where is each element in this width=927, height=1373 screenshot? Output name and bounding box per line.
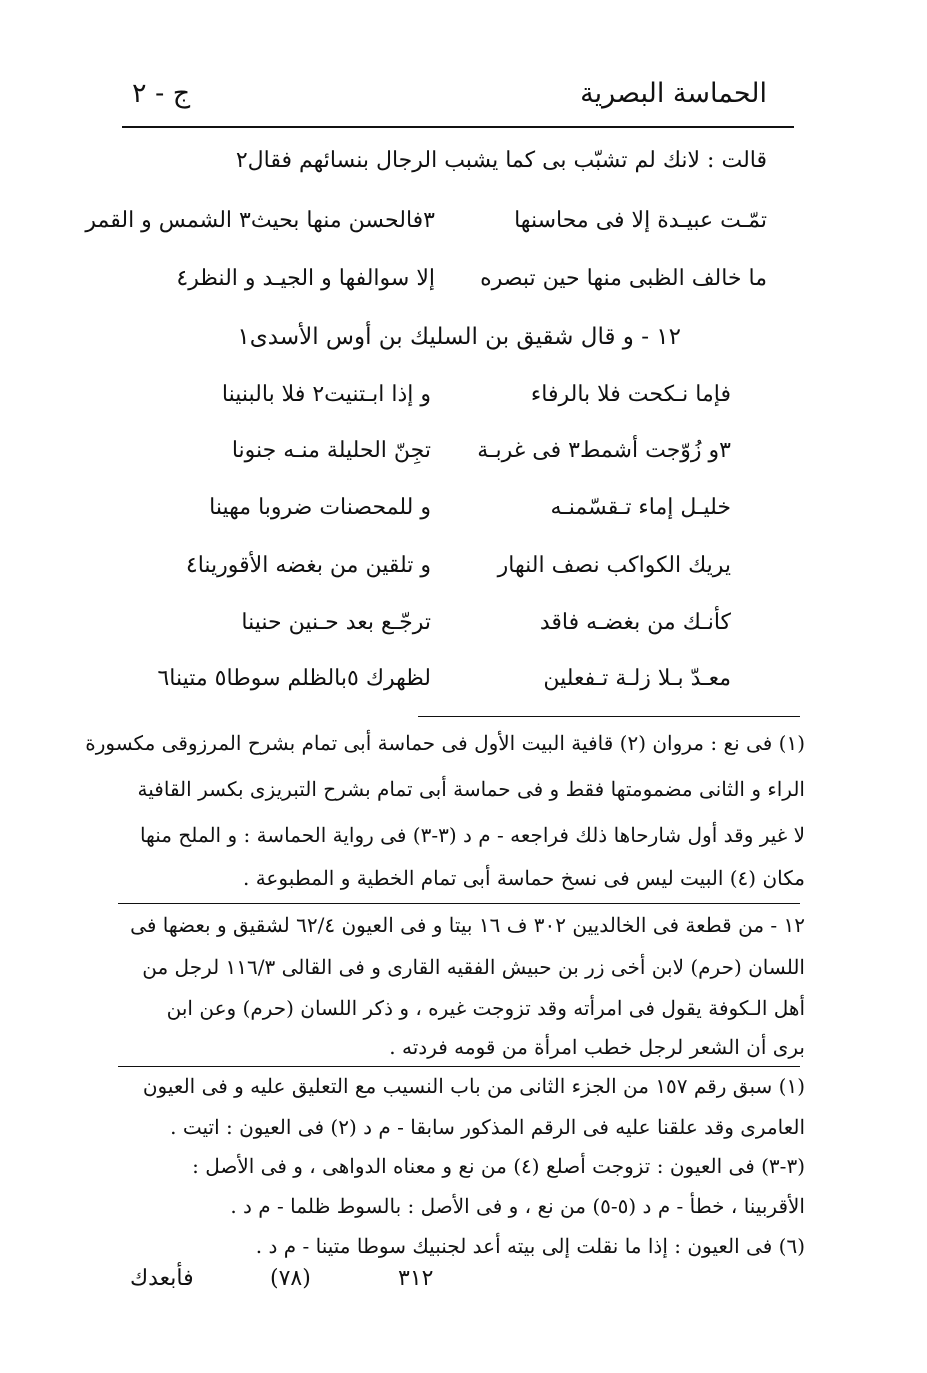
verse-hemistich-right: معـدّ بـلا زلـة تـفعلين: [543, 666, 731, 691]
footnote-line: أهل الـكوفة يقول فى امرأته وقد تزوجت غيره ، و ذكر اللسان (حرم) وعن ابن: [166, 996, 805, 1020]
sheet-number: (٧٨): [270, 1266, 311, 1291]
footnote-line: لا غير وقد أول شارحاها ذلك فراجعه - م د (٣-٣) فى رواية الحماسة : و الملح منها: [139, 823, 805, 847]
verse-hemistich-right: كأنـك من بغضـه فاقد: [539, 610, 731, 635]
verse-hemistich-right: يريك الكواكب نصف النهار: [497, 553, 731, 578]
intro-line: قالت : لانك لم تشبّب بى كما يشبب الرجال بنسائهم فقال٢: [235, 148, 767, 173]
footnote-line: ١٢ - من قطعة فى الخالديين ٣٠٢ ف ١٦ بيتا و فى العيون ٦٢/٤ لشقيق و بعضها فى: [130, 913, 805, 937]
running-title: الحماسة البصرية: [580, 78, 767, 109]
footnote-separator: [118, 1066, 800, 1067]
catchword: فأبعدك: [130, 1266, 194, 1291]
footnote-line: برى أن الشعر لرجل خطب امرأة من قومه فردته .: [389, 1035, 805, 1059]
footnote-line: (٦) فى العيون : إذا ما نقلت إلى بيته أعد لجنبيك سوطا متينا - م د .: [255, 1234, 805, 1258]
footnote-rule: [418, 716, 800, 717]
footnote-line: اللسان (حرم) لابن أخى زر بن حبيش الفقيه القارى و فى القالى ١١٦/٣ لرجل من: [142, 955, 805, 979]
page-number: ٣١٢: [398, 1266, 434, 1291]
footnote-line: (١) سبق رقم ١٥٧ من الجزء الثانى من باب النسيب مع التعليق عليه و فى العيون: [142, 1074, 805, 1098]
footnote-line: الأقربينا ، خطأ - م د (٥-٥) من نع ، و فى الأصل : بالسوط ظلما - م د .: [230, 1194, 805, 1218]
verse-hemistich-left: و إذا ابـتنيت٢ فلا بالبنينا: [221, 382, 431, 407]
verse-hemistich-left: إلا سوالفها و الجيـد و النظر٤: [176, 266, 435, 291]
verse-hemistich-left: لظهرك ٥بالظلم سوطا٥ متينا٦: [157, 666, 431, 691]
footnote-line: (١) فى نع : مروان (٢) قافية البيت الأول فى حماسة أبى تمام بشرح المرزوقى مكسورة: [85, 731, 805, 755]
poem-heading: ١٢ - و قال شقيق بن السليك بن أوس الأسدى١: [237, 324, 681, 350]
verse-hemistich-right: ما خالف الظبى منها حين تبصره: [480, 266, 767, 291]
verse-hemistich-left: ٣فالحسن منها بحيث٣ الشمس و القمر: [85, 208, 435, 233]
footnote-line: العامرى وقد علقنا عليه فى الرقم المذكور سابقا - م د (٢) فى العيون : اتيت .: [170, 1115, 805, 1139]
verse-hemistich-right: فإما نـكحت فلا بالرفاء: [530, 382, 731, 407]
verse-hemistich-right: تمّـت عبيـدة إلا فى محاسنها: [514, 208, 767, 233]
footnote-line: الراء و الثانى مضمومتها فقط و فى حماسة أبى تمام بشرح التبريزى بكسر القافية: [137, 777, 805, 801]
header-rule: [122, 126, 794, 128]
verse-hemistich-right: ٣و زُوّجت أشمط٣ فى غربـة: [477, 438, 731, 463]
verse-hemistich-left: تجِنّ الحليلة منـه جنونا: [231, 438, 431, 463]
verse-hemistich-left: و تلقين من بغضه الأقورينا٤: [185, 553, 431, 578]
part-number: ج - ٢: [132, 78, 191, 109]
verse-hemistich-left: و للمحصنات ضروبا مهينا: [209, 495, 431, 520]
running-header: [120, 78, 767, 118]
verse-hemistich-right: خليـل إماء تـقسّمنـه: [550, 495, 731, 520]
footnote-line: مكان (٤) البيت ليس فى نسخ حماسة أبى تمام الخطية و المطبوعة .: [242, 866, 805, 890]
footnote-separator: [118, 903, 800, 904]
page-footer: [130, 1266, 730, 1302]
footnote-line: (٣-٣) فى العيون : تزوجت أصلع (٤) من نع و معناه الدواهى ، و فى الأصل :: [192, 1154, 805, 1178]
verse-hemistich-left: ترجّـع بعد حـنين حنينا: [241, 610, 431, 635]
